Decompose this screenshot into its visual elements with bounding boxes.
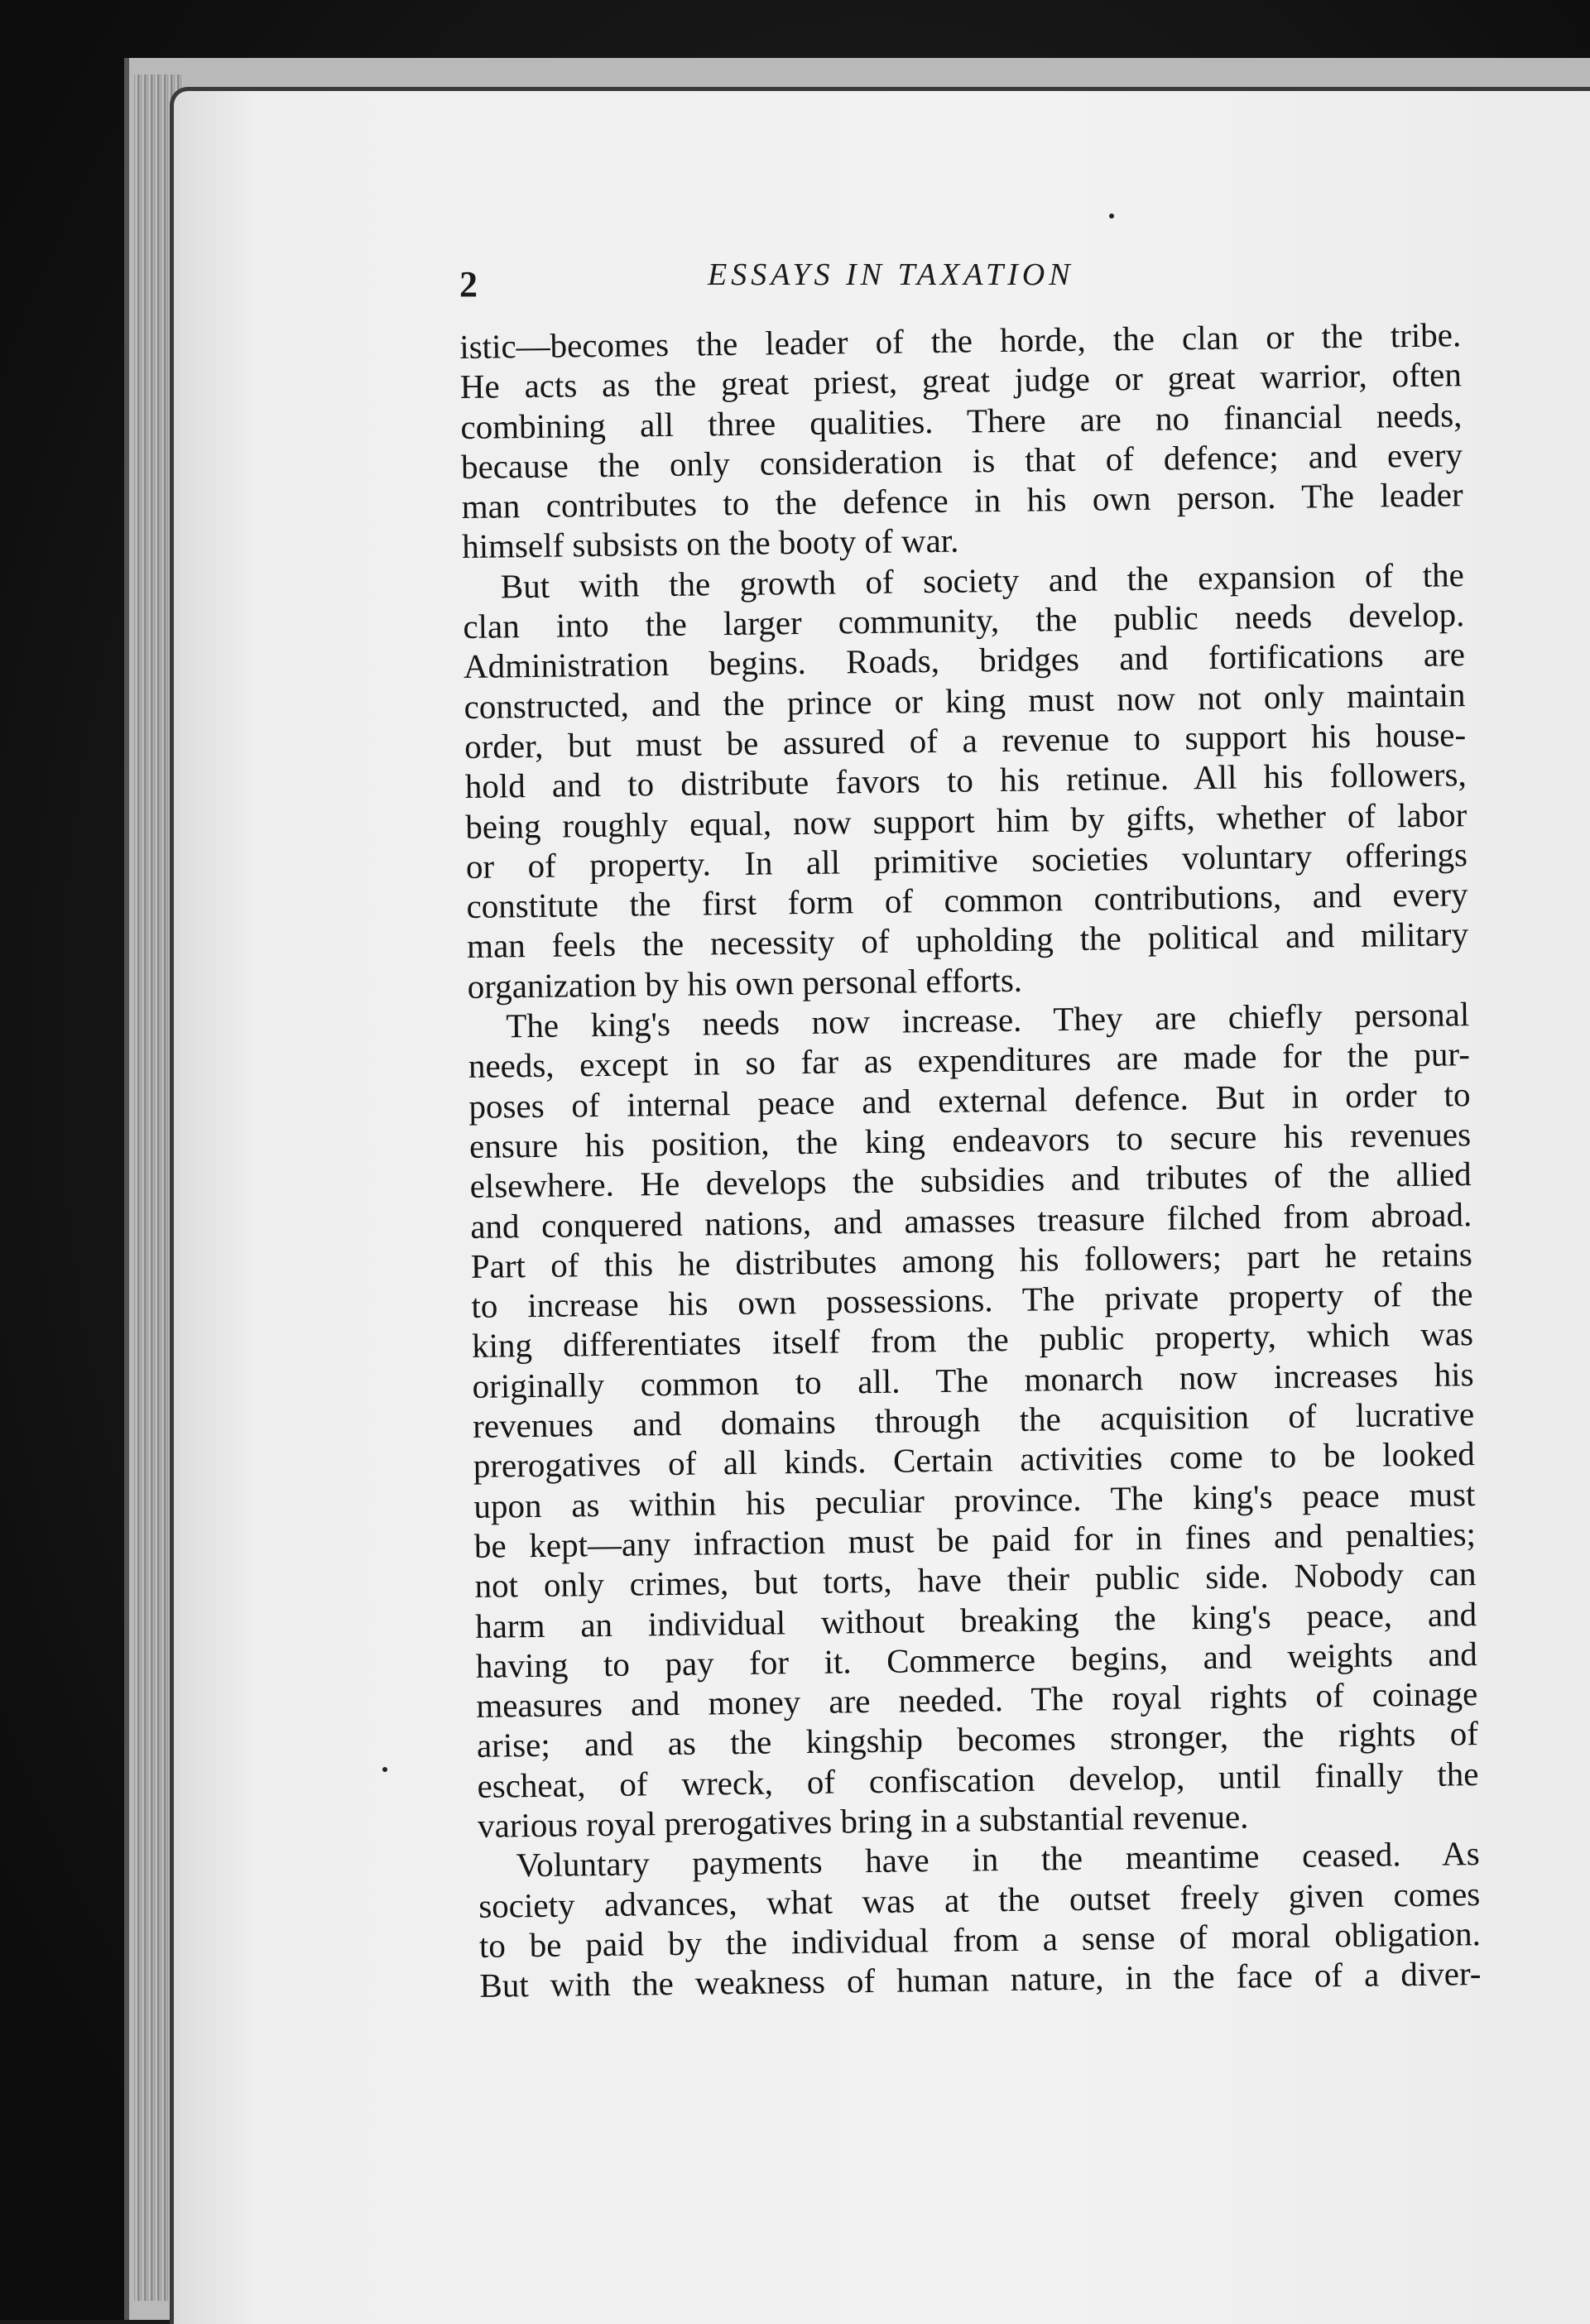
running-header: [459, 248, 1477, 323]
text-line: having to pay for it. Commerce begins, and weights and: [475, 1634, 1477, 1685]
text-line: The king's needs now increase. They are chiefly personal: [506, 995, 1470, 1045]
text-line: needs, except in so far as expenditures are made for the pur-: [468, 1035, 1471, 1086]
text-line: order, but must be assured of a revenue to support his house-: [464, 715, 1467, 766]
text-line: measures and money are needed. The royal rights of coinage: [476, 1674, 1478, 1725]
text-line: constructed, and the prince or king must now not only maintain: [464, 675, 1466, 726]
text-line: be kept—any infraction must be paid for in fines and penalties;: [473, 1515, 1477, 1565]
page-number: 2: [459, 264, 478, 305]
text-line: prerogatives of all kinds. Certain activities come to be looked: [473, 1434, 1476, 1486]
text-line: and conquered nations, and amasses treasure filched from abroad.: [469, 1194, 1472, 1246]
text-line: Voluntary payments have in the meantime ceased. As: [516, 1834, 1480, 1885]
text-line: or of property. In all primitive societies voluntary offerings: [465, 835, 1468, 886]
text-line: various royal prerogatives bring in a substantial revenue.: [477, 1797, 1249, 1845]
text-line: being roughly equal, now support him by gifts, whether of labor: [465, 795, 1468, 846]
text-line: poses of internal peace and external defence. But in order to: [468, 1074, 1471, 1126]
text-line: hold and to distribute favors to his retinue. All his followers,: [464, 755, 1467, 806]
text-line: revenues and domains through the acquisition of lucrative: [472, 1395, 1475, 1445]
text-line: harm an individual without breaking the king's peace, and: [474, 1594, 1477, 1645]
text-line: originally common to all. The monarch now increases his: [472, 1354, 1474, 1405]
text-line: man contributes to the defence in his own person. The leader: [461, 475, 1463, 526]
ink-speck: [1109, 214, 1114, 218]
text-line: himself subsists on the booty of war.: [461, 521, 959, 566]
text-line: combining all three qualities. There are no financial needs,: [460, 395, 1463, 446]
text-line: because the only consideration is that of defence; and every: [460, 435, 1463, 486]
text-line: elsewhere. He develops the subsidies and tributes of the allied: [469, 1155, 1472, 1206]
text-line: man feels the necessity of upholding the political and military: [466, 915, 1469, 966]
text-line: arise; and as the kingship becomes stronger, the rights of: [476, 1714, 1479, 1765]
text-line: istic—becomes the leader of the horde, the clan or the tribe.: [459, 315, 1462, 366]
running-title: ESSAYS IN TAXATION: [708, 257, 1074, 292]
text-line: to increase his own possessions. The private property of the: [471, 1275, 1473, 1326]
text-line: But with the weakness of human nature, in the face of a diver-: [479, 1954, 1482, 2005]
text-line: But with the growth of society and the expansion of the: [500, 555, 1465, 606]
text-line: to be paid by the individual from a sense of moral obligation.: [478, 1913, 1482, 1965]
text-line: Administration begins. Roads, bridges and fortifications are: [463, 635, 1466, 686]
text-line: society advances, what was at the outset freely given comes: [478, 1874, 1481, 1925]
text-line: not only crimes, but torts, have their public side. Nobody can: [474, 1554, 1477, 1606]
text-line: king differentiates itself from the public property, which was: [471, 1314, 1474, 1366]
text-line: Part of this he distributes among his followers; part he retains: [470, 1234, 1473, 1285]
text-line: ensure his position, the king endeavors to secure his revenues: [468, 1115, 1472, 1165]
text-line: He acts as the great priest, great judge or great warrior, often: [459, 355, 1463, 406]
text-line: escheat, of wreck, of confiscation develop, until finally the: [477, 1754, 1479, 1805]
text-line: constitute the first form of common contributions, and every: [466, 875, 1468, 926]
text-line: clan into the larger community, the public needs develop.: [463, 595, 1465, 646]
text-line: upon as within his peculiar province. The king's peace must: [473, 1474, 1476, 1525]
body-text: [459, 315, 1482, 2005]
ink-speck: [382, 1767, 387, 1772]
text-line: organization by his own personal efforts.: [467, 960, 1023, 1006]
